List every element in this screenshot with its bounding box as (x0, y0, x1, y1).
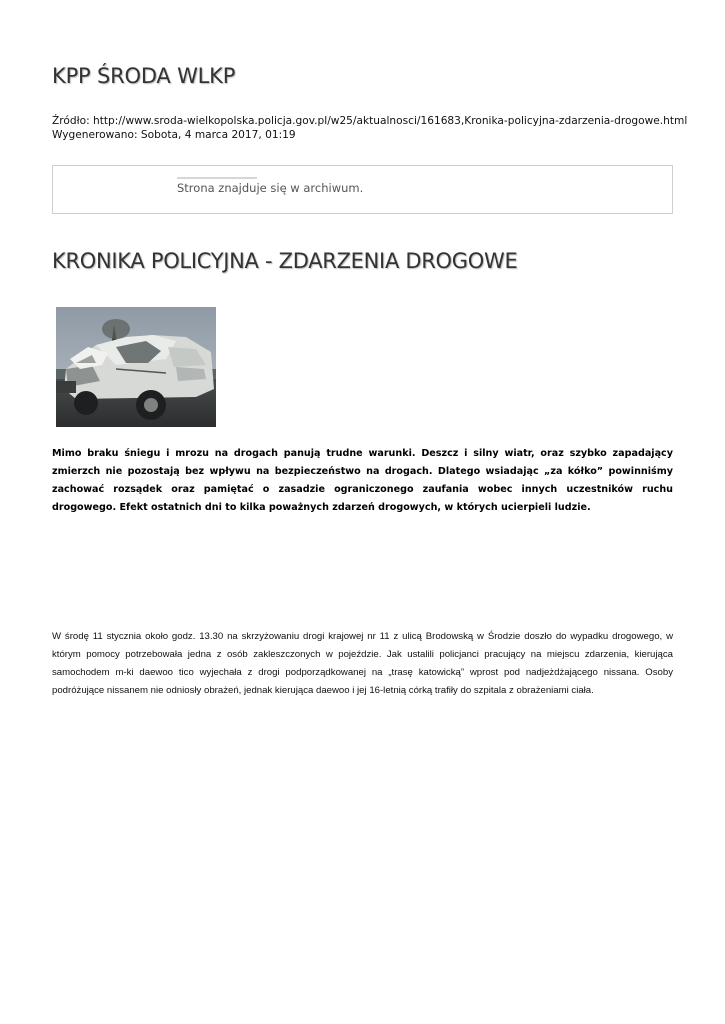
site-title: KPP ŚRODA WLKP (52, 64, 236, 88)
archive-divider (177, 177, 257, 179)
archive-notice-box (52, 165, 673, 214)
source-url-line: Źródło: http://www.sroda-wielkopolska.policja.gov.pl/w25/aktualnosci/161683,Kronika-policyjna-zdarzenia-drogowe.html (52, 115, 688, 127)
generated-date-line: Wygenerowano: Sobota, 4 marca 2017, 01:19 (52, 129, 296, 141)
source-meta (52, 114, 687, 142)
crashed-car-image (56, 307, 216, 427)
article-title: KRONIKA POLICYJNA - ZDARZENIA DROGOWE (52, 249, 518, 273)
article-photo (56, 307, 216, 427)
article-lead: Mimo braku śniegu i mrozu na drogach panują trudne warunki. Deszcz i silny wiatr, oraz szybko zapadający zmierzch nie pozostają bez wpływu na bezpieczeństwo na drogach. Dlatego wsiadając „za kółko” powinniśmy zachować rozsądek oraz pamiętać o zasadzie ograniczonego zaufania wobec innych uczestników ruchu drogowego. Efekt ostatnich dni to kilka poważnych zdarzeń drogowych, w których ucierpieli ludzie. (52, 448, 673, 513)
archive-notice-text: Strona znajduje się w archiwum. (177, 181, 364, 195)
article-body: W środę 11 stycznia około godz. 13.30 na skrzyżowaniu drogi krajowej nr 11 z ulicą Brodowską w Środzie doszło do wypadku drogowego, w którym pomocy potrzebowała jedna z osób zakleszczonych w pojeździe. Jak ustalili policjanci pracujący na miejscu zdarzenia, kierująca samochodem m-ki daewoo tico wyjechała z drogi podporządkowanej na „trasę katowicką” wprost pod nadjeżdżającego nissana. Osoby podróżujące nissanem nie odniosły obrażeń, jednak kierująca daewoo i jej 16-letnią córką trafiły do szpitala z obrażeniami ciała. (52, 631, 673, 696)
